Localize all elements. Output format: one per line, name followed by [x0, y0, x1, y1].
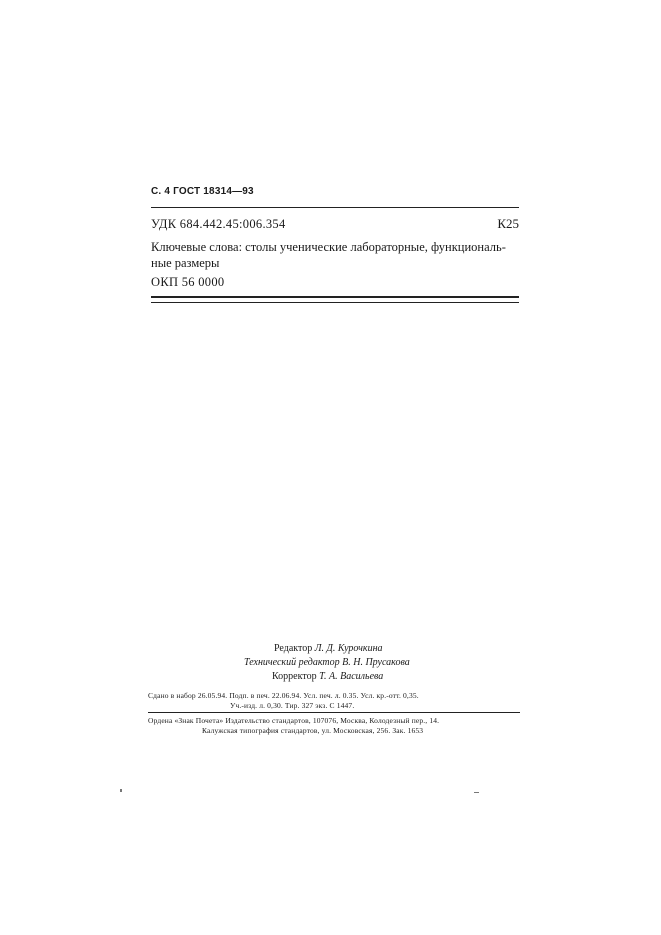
footer-rule — [148, 712, 520, 713]
corrector-role: Корректор — [272, 671, 317, 682]
tech-editor-role: Технический редактор — [244, 657, 340, 668]
corrector-name: Т. А. Васильева — [319, 671, 384, 682]
scan-speck-left — [120, 789, 122, 792]
keywords-line-1: Ключевые слова: столы ученические лабораторные, функциональ- — [151, 240, 506, 254]
classification-code: К25 — [497, 216, 519, 231]
publisher-line-2: Калужская типография стандартов, ул. Московская, 256. Зак. 1653 — [202, 726, 424, 735]
classification-rule-lower — [151, 302, 519, 303]
top-rule — [151, 207, 519, 208]
editor-role: Редактор — [274, 643, 313, 654]
okp-code: ОКП 56 0000 — [151, 275, 225, 289]
scan-speck-right — [474, 792, 479, 793]
page-header: С. 4 ГОСТ 18314—93 — [151, 186, 254, 197]
corrector-credit — [244, 670, 464, 684]
print-data-line-1: Сдано в набор 26.05.94. Подп. в печ. 22.06.94. Усл. печ. л. 0.35. Усл. кр.-отт. 0,35. — [148, 691, 419, 700]
credits-block — [244, 642, 464, 684]
print-data-line-2: Уч.-изд. л. 0,30. Тир. 327 экз. С 1447. — [230, 701, 355, 710]
publisher-line-1: Ордена «Знак Почета» Издательство стандартов, 107076, Москва, Колодезный пер., 14. — [148, 716, 440, 725]
tech-editor-name: В. Н. Прусакова — [342, 657, 410, 668]
keywords-line-2: ные размеры — [151, 256, 220, 270]
print-data — [148, 691, 419, 711]
tech-editor-credit — [244, 656, 464, 670]
classification-rule-upper — [151, 296, 519, 298]
editor-name: Л. Д. Курочкина — [314, 643, 383, 654]
editor-credit — [244, 642, 464, 656]
publisher-imprint — [148, 716, 439, 736]
udk-code: УДК 684.442.45:006.354 — [151, 217, 286, 231]
keywords-block — [151, 239, 521, 271]
